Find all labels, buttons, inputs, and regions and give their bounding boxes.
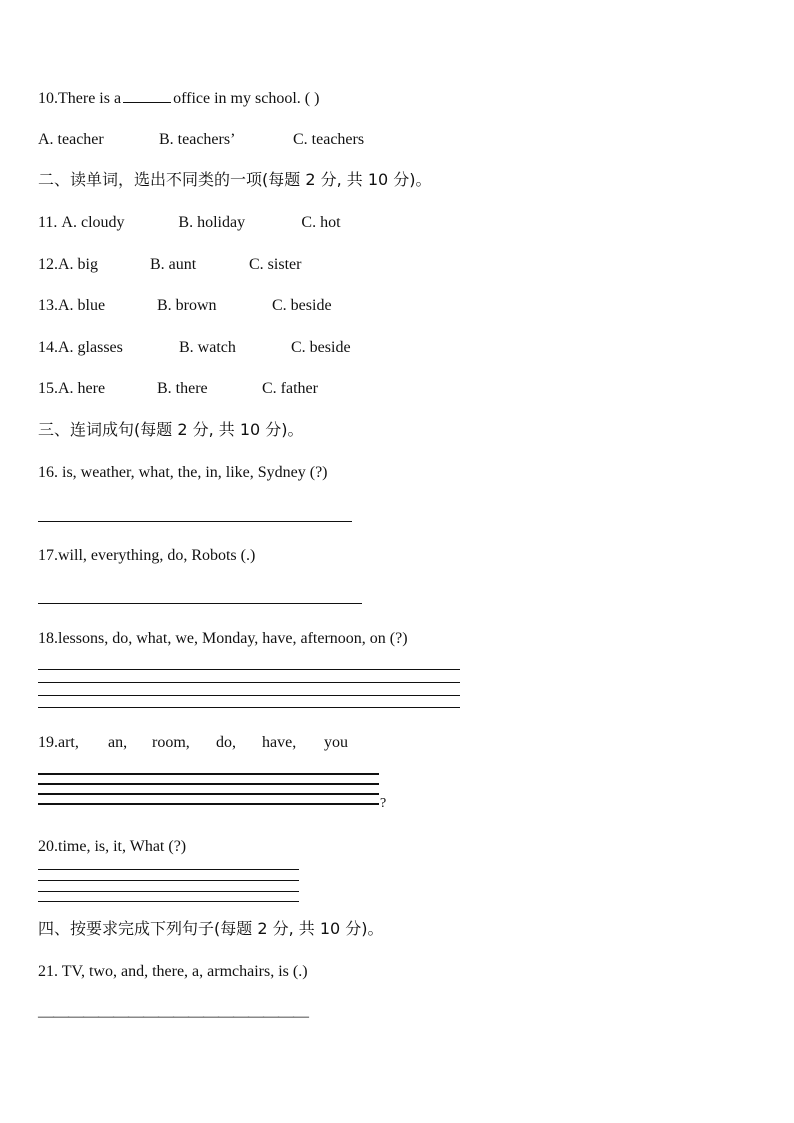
question-mark: ? bbox=[380, 796, 387, 811]
option-a[interactable]: A. glasses bbox=[58, 339, 123, 356]
word: room, bbox=[152, 734, 190, 751]
option-c[interactable]: C. father bbox=[262, 380, 318, 397]
question-13 bbox=[38, 296, 332, 316]
word: an, bbox=[108, 734, 128, 751]
option-c[interactable]: C. beside bbox=[272, 297, 332, 314]
answer-line[interactable] bbox=[38, 869, 299, 870]
question-12 bbox=[38, 255, 301, 275]
option-a[interactable]: A. teacher bbox=[38, 131, 104, 148]
question-16: 16. is, weather, what, the, in, like, Sydney (?) bbox=[38, 464, 328, 481]
answer-line[interactable] bbox=[38, 669, 460, 670]
word: do, bbox=[216, 734, 236, 751]
section-2-heading: 二、读单词，选出不同类的一项(每题 2 分, 共 10 分)。 bbox=[38, 170, 432, 189]
word: you bbox=[324, 734, 348, 751]
question-number: 12. bbox=[38, 256, 58, 273]
option-b[interactable]: B. aunt bbox=[150, 256, 197, 273]
question-10-options bbox=[38, 130, 364, 150]
answer-line[interactable] bbox=[38, 793, 379, 795]
option-a[interactable]: A. cloudy bbox=[61, 214, 125, 231]
question-15 bbox=[38, 379, 318, 399]
option-b[interactable]: B. teachers’ bbox=[159, 131, 236, 148]
question-10 bbox=[38, 88, 319, 109]
question-18: 18.lessons, do, what, we, Monday, have, afternoon, on (?) bbox=[38, 630, 408, 647]
word: 19.art, bbox=[38, 734, 79, 751]
question-number: 14. bbox=[38, 339, 58, 356]
question-17: 17.will, everything, do, Robots (.) bbox=[38, 547, 256, 564]
answer-line[interactable] bbox=[38, 803, 379, 805]
answer-line[interactable] bbox=[38, 880, 299, 881]
option-b[interactable]: B. there bbox=[157, 380, 208, 397]
question-21: 21. TV, two, and, there, a, armchairs, is (.) bbox=[38, 963, 308, 980]
question-19 bbox=[38, 733, 348, 753]
question-number: 15. bbox=[38, 380, 58, 397]
answer-line[interactable] bbox=[38, 603, 362, 604]
word: have, bbox=[262, 734, 297, 751]
question-11 bbox=[38, 213, 341, 233]
option-a[interactable]: A. blue bbox=[58, 297, 106, 314]
option-a[interactable]: A. big bbox=[58, 256, 98, 273]
question-number: 13. bbox=[38, 297, 58, 314]
answer-line[interactable] bbox=[38, 682, 460, 683]
question-10-text-after: office in my school. ( ) bbox=[173, 90, 320, 107]
section-4-heading: 四、按要求完成下列句子(每题 2 分, 共 10 分)。 bbox=[38, 919, 384, 938]
answer-line[interactable] bbox=[38, 521, 352, 522]
fill-blank[interactable] bbox=[123, 88, 171, 103]
option-b[interactable]: B. holiday bbox=[178, 214, 246, 231]
option-b[interactable]: B. brown bbox=[157, 297, 217, 314]
question-number: 11. bbox=[38, 214, 62, 231]
answer-line[interactable]: —————————————————— bbox=[38, 1008, 308, 1025]
question-20: 20.time, is, it, What (?) bbox=[38, 838, 187, 855]
question-10-text-before: 10.There is a bbox=[38, 90, 122, 107]
section-3-heading: 三、连词成句(每题 2 分, 共 10 分)。 bbox=[38, 420, 304, 439]
answer-line[interactable] bbox=[38, 695, 460, 696]
option-a[interactable]: A. here bbox=[58, 380, 106, 397]
answer-line[interactable] bbox=[38, 783, 379, 785]
option-c[interactable]: C. teachers bbox=[293, 131, 365, 148]
answer-line[interactable] bbox=[38, 707, 460, 708]
option-c[interactable]: C. sister bbox=[249, 256, 302, 273]
option-c[interactable]: C. hot bbox=[301, 214, 341, 231]
option-c[interactable]: C. beside bbox=[291, 339, 351, 356]
answer-line[interactable] bbox=[38, 891, 299, 892]
question-14 bbox=[38, 338, 351, 358]
answer-line[interactable] bbox=[38, 773, 379, 775]
option-b[interactable]: B. watch bbox=[179, 339, 236, 356]
answer-line[interactable] bbox=[38, 901, 299, 902]
